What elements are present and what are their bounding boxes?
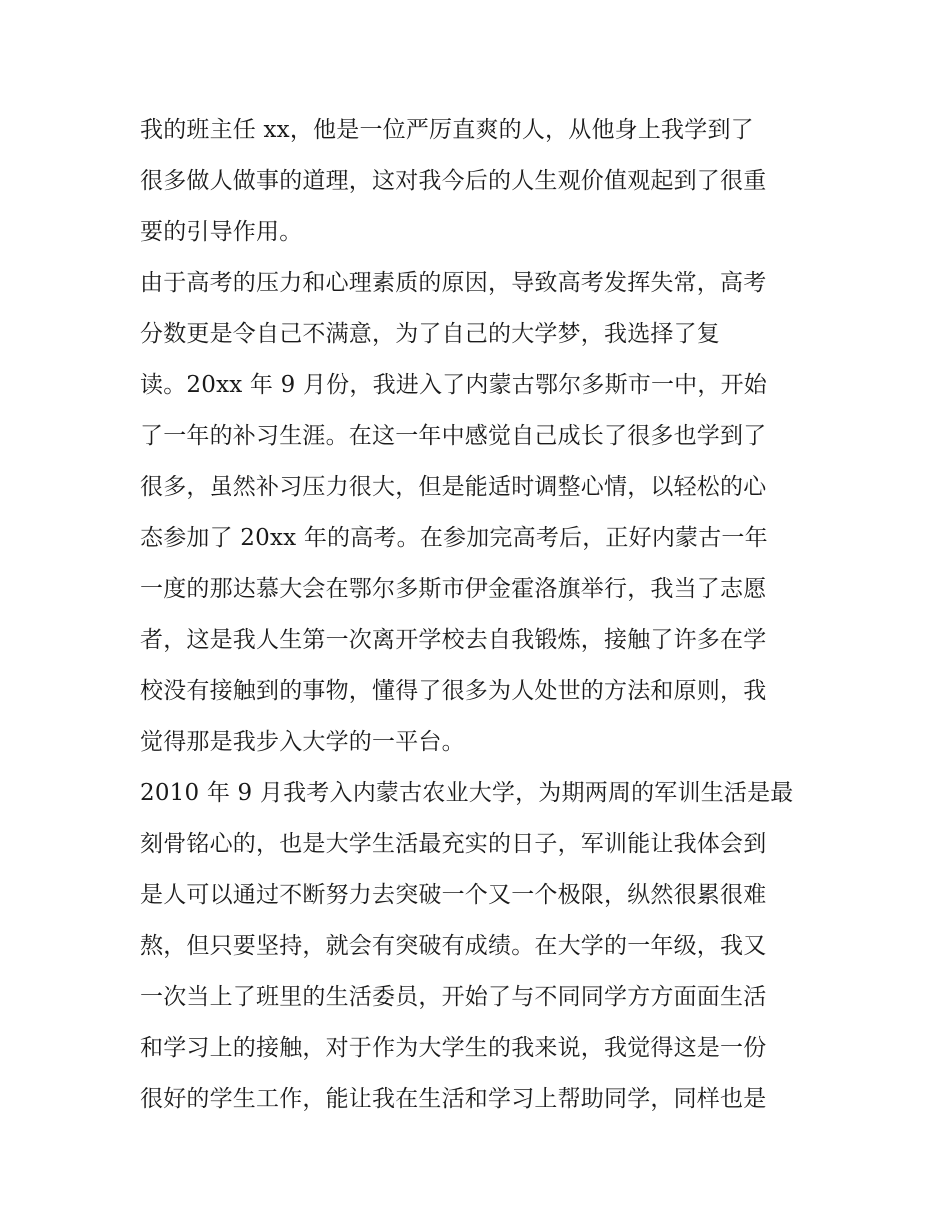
text-line: 很多做人做事的道理，这对我今后的人生观价值观起到了很重	[140, 168, 767, 194]
text-line: 刻骨铭心的，也是大学生活最充实的日子，军训能让我体会到	[140, 831, 767, 857]
text-line: 要的引导作用。	[140, 219, 303, 245]
text-line: 2010 年 9 月我考入内蒙古农业大学，为期两周的军训生活是最	[140, 780, 794, 806]
text-line: 由于高考的压力和心理素质的原因，导致高考发挥失常，高考	[140, 270, 767, 296]
text-line: 校没有接触到的事物，懂得了很多为人处世的方法和原则，我	[140, 678, 767, 704]
text-line: 觉得那是我步入大学的一平台。	[140, 729, 465, 755]
text-line: 很好的学生工作，能让我在生活和学习上帮助同学，同样也是	[140, 1086, 767, 1112]
text-line: 很多，虽然补习压力很大，但是能适时调整心情，以轻松的心	[140, 474, 767, 500]
text-line: 和学习上的接触，对于作为大学生的我来说，我觉得这是一份	[140, 1035, 767, 1061]
text-line: 了一年的补习生涯。在这一年中感觉自己成长了很多也学到了	[140, 423, 767, 449]
text-line: 态参加了 20xx 年的高考。在参加完高考后，正好内蒙古一年	[140, 525, 768, 551]
text-line: 分数更是令自己不满意，为了自己的大学梦，我选择了复	[140, 321, 720, 347]
text-line: 读。20xx 年 9 月份，我进入了内蒙古鄂尔多斯市一中，开始	[140, 372, 767, 398]
text-line: 是人可以通过不断努力去突破一个又一个极限，纵然很累很难	[140, 882, 767, 908]
text-line: 者，这是我人生第一次离开学校去自我锻炼，接触了许多在学	[140, 627, 767, 653]
text-line: 一度的那达慕大会在鄂尔多斯市伊金霍洛旗举行，我当了志愿	[140, 576, 767, 602]
text-line: 熬，但只要坚持，就会有突破有成绩。在大学的一年级，我又	[140, 933, 767, 959]
text-line: 我的班主任 xx，他是一位严厉直爽的人，从他身上我学到了	[140, 117, 754, 143]
text-line: 一次当上了班里的生活委员，开始了与不同同学方方面面生活	[140, 984, 767, 1010]
